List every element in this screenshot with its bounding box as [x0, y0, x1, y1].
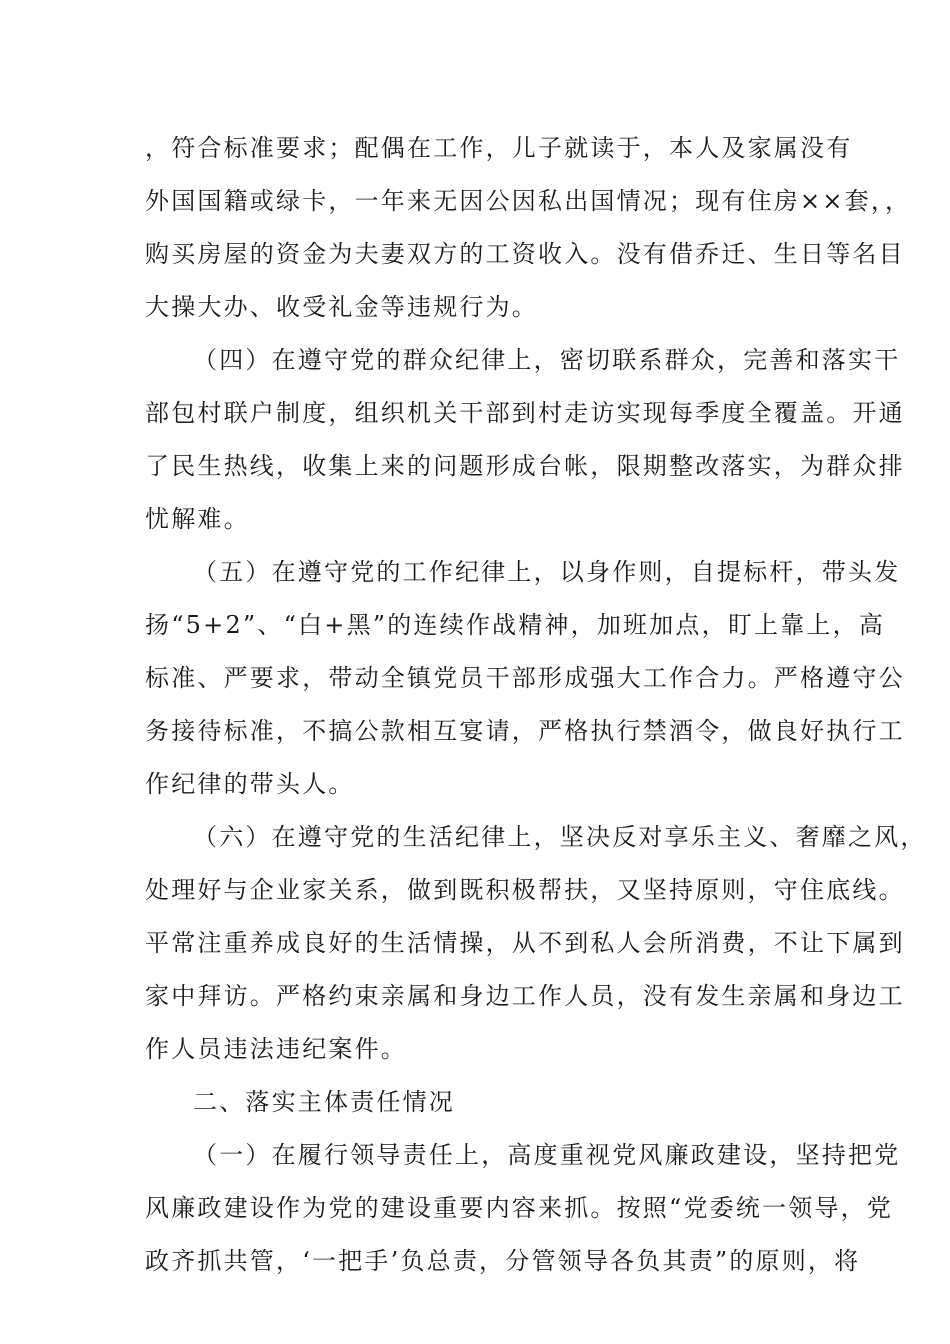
- paragraph-heading-line: （六）在遵守党的生活纪律上，坚决反对享乐主义、奢靡之风，: [193, 823, 927, 851]
- text-line: 家中拜访。严格约束亲属和身边工作人员，没有发生亲属和身边工: [145, 982, 905, 1010]
- text-line: 平常注重养成良好的生活情操，从不到私人会所消费，不让下属到: [145, 929, 905, 957]
- text-line: 政齐抓共管，‘一把手’负总责，分管领导各负其责”的原则，将: [145, 1247, 861, 1275]
- text-line: 标准、严要求，带动全镇党员干部形成强大工作合力。严格遵守公: [145, 664, 905, 692]
- text-line: 外国国籍或绿卡，一年来无因公因私出国情况；现有住房××套，，: [145, 187, 912, 215]
- text-line: 了民生热线，收集上来的问题形成台帐，限期整改落实，为群众排: [145, 452, 905, 480]
- text-line: 风廉政建设作为党的建设重要内容来抓。按照“党委统一领导，党: [145, 1194, 894, 1222]
- text-line: 扬“5+2”、“白+黑”的连续作战精神，加班加点，盯上靠上，高: [145, 611, 886, 639]
- text-line: 购买房屋的资金为夫妻双方的工资收入。没有借乔迁、生日等名目: [145, 240, 905, 268]
- text-line: 忧解难。: [145, 505, 250, 533]
- section-heading: 二、落实主体责任情况: [193, 1088, 455, 1116]
- text-line: 务接待标准，不搞公款相互宴请，严格执行禁酒令，做良好执行工: [145, 717, 905, 745]
- text-line: ，符合标准要求；配偶在工作，儿子就读于，本人及家属没有: [145, 134, 853, 162]
- paragraph-heading-line: （五）在遵守党的工作纪律上，以身作则，自提标杆，带头发: [193, 558, 901, 586]
- text-line: 处理好与企业家关系，做到既积极帮扶，又坚持原则，守住底线。: [145, 876, 905, 904]
- paragraph-heading-line: （一）在履行领导责任上，高度重视党风廉政建设，坚持把党: [193, 1141, 901, 1169]
- text-line: 作纪律的带头人。: [145, 770, 355, 798]
- text-line: 大操大办、收受礼金等违规行为。: [145, 293, 538, 321]
- text-line: 作人员违法违纪案件。: [145, 1035, 407, 1063]
- text-line: 部包村联户制度，组织机关干部到村走访实现每季度全覆盖。开通: [145, 399, 905, 427]
- paragraph-heading-line: （四）在遵守党的群众纪律上，密切联系群众，完善和落实干: [193, 346, 901, 374]
